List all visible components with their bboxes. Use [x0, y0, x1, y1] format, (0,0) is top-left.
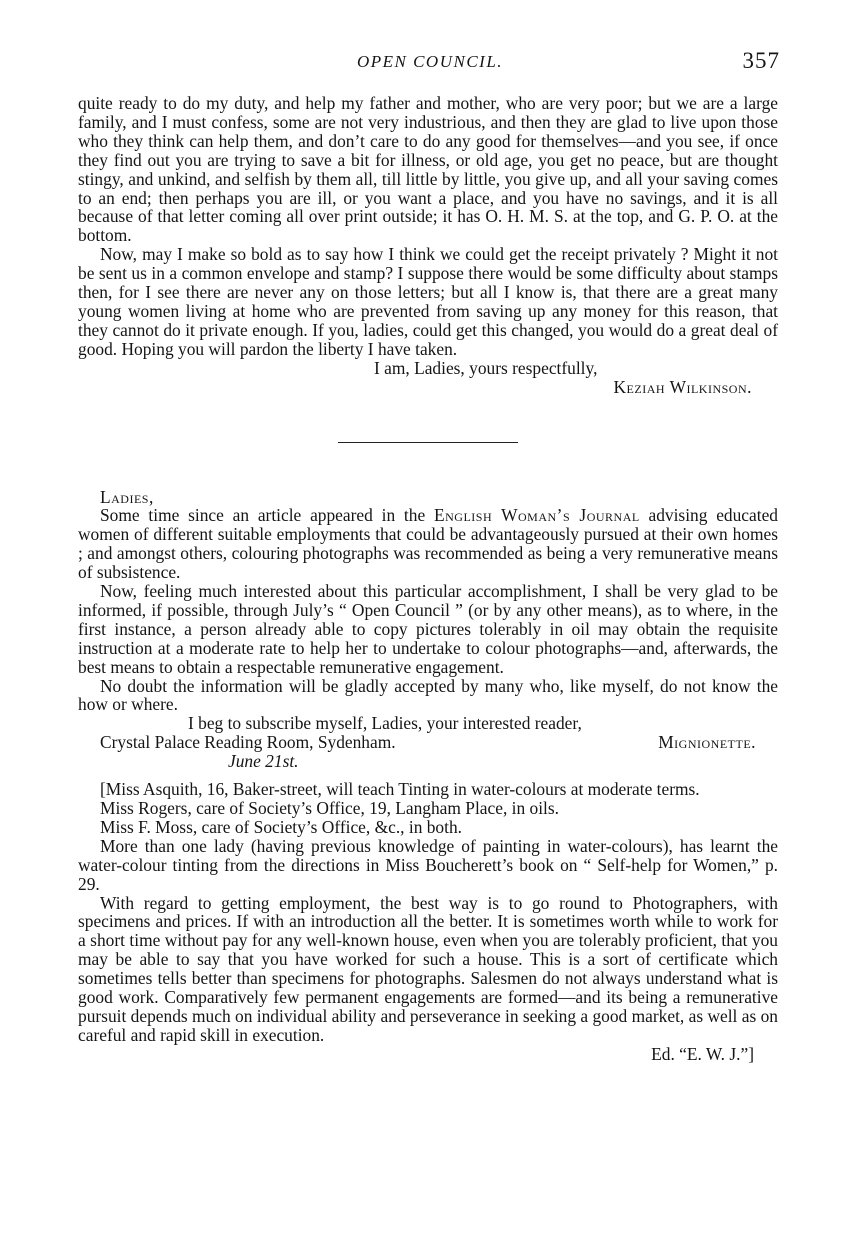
page-number: 357 [742, 48, 780, 73]
letter2-date: June 21st. [228, 751, 299, 772]
letter2-paragraph-2: Now, feeling much interested about this particular accomplishment, I shall be very glad to be informed, if possible, through July’s “ Open Council ” (or by any other means), as to where, in the first instance, a person already able to copy pictures tolerably in oil may obtain the requisite instruction at a moderate rate to help her to undertake to colour photographs—and, afterwards, the best means to obtain a respectable remunerative engagement. [78, 581, 778, 677]
letter2-paragraph-1-end: advising educated women of different suitable employments that could be advantageously pursued at their own homes ; and amongst others, colouring photographs was recommended as being a very remunerative means of subsistence. [78, 505, 778, 583]
letter1-signoff: I am, Ladies, yours respectfully, [374, 357, 598, 378]
letter2-paragraph-1-start: Some time since an article appeared in the [100, 505, 434, 526]
editor-paragraph-2: Miss Rogers, care of Society’s Office, 19, Langham Place, in oils. [100, 798, 559, 818]
editor-paragraph-5: With regard to getting employment, the best way is to go round to Photographers, with specimens and prices. If with an introduction all the better. It is sometimes worth while to work for a short time without pay for any well-known house, even when you are tolerably proficient, that you may be able to say that you have worked for such a house. This is a sort of certificate which sometimes tells better than specimens for photographs. Salesmen do not always understand what is good work. Comparatively few permanent engagements are formed—and its being a remunerative pursuit depends much on individual ability and perseverance in seeking a good market, as well as on careful and rapid skill in execution. [78, 892, 778, 1045]
editor-paragraph-3: Miss F. Moss, care of Society’s Office, &c., in both. [100, 816, 463, 837]
letter2-paragraph-1 [78, 506, 778, 582]
letter2-address-line [78, 733, 778, 752]
editor-signature: Ed. “E. W. J.”] [651, 1043, 754, 1064]
article-body [78, 94, 778, 1064]
letter1-paragraph-2: Now, may I make so bold as to say how I think we could get the receipt privately ? Might it not be sent us in a common envelope and stamp? I suppose there would be some difficulty about stamps then, for I see there are never any on those letters; but all I know is, that there are a great many young women living at home who are prevented from saving up any money for this reason, that they cannot do it private enough. If you, ladies, could get this changed, you would do a great deal of good. Hoping you will pardon the liberty I have taken. [78, 244, 778, 359]
letter2-paragraph-3: No doubt the information will be gladly accepted by many who, like myself, do not know the how or where. [78, 675, 778, 715]
letter-mignionette [78, 488, 778, 772]
letter1-paragraph-1: quite ready to do my duty, and help my father and mother, who are very poor; but we are a large family, and I must confess, some are not very industrious, and then they are glad to live upon those who they think can help them, and don’t care to do any good for themselves—and you see, if once they find out you are trying to save a bit for illness, or old age, you get no peace, but are thought stingy, and unkind, and selfish by them all, till little by little, you give up, and all your saving comes to an end; then perhaps you are ill, or you want a place, and you have no savings, and it is all because of that letter coming all over print outside; it has O. H. M. S. at the top, and G. P. O. at the bottom. [78, 93, 778, 246]
letter2-salutation: Ladies, [100, 486, 154, 507]
running-head [80, 48, 780, 76]
letter2-address: Crystal Palace Reading Room, Sydenham. [100, 732, 396, 753]
editor-paragraph-1: [Miss Asquith, 16, Baker-street, will teach Tinting in water-colours at moderate terms. [100, 779, 700, 800]
editor-paragraph-4: More than one lady (having previous knowledge of painting in water-colours), has learnt the water-colour tinting from the directions in Miss Boucherett’s book on “ Self-help for Women,” p. 29. [78, 835, 778, 894]
section-divider [338, 442, 518, 443]
letter2-subscribe: I beg to subscribe myself, Ladies, your interested reader, [188, 713, 582, 734]
editor-note [78, 780, 778, 1064]
running-title: OPEN COUNCIL. [356, 52, 504, 71]
journal-name: English Woman’s Journal [433, 505, 640, 526]
letter2-signature: Mignionette. [658, 732, 756, 753]
letter1-signature: Keziah Wilkinson. [613, 376, 752, 397]
letter-wilkinson [78, 94, 778, 397]
